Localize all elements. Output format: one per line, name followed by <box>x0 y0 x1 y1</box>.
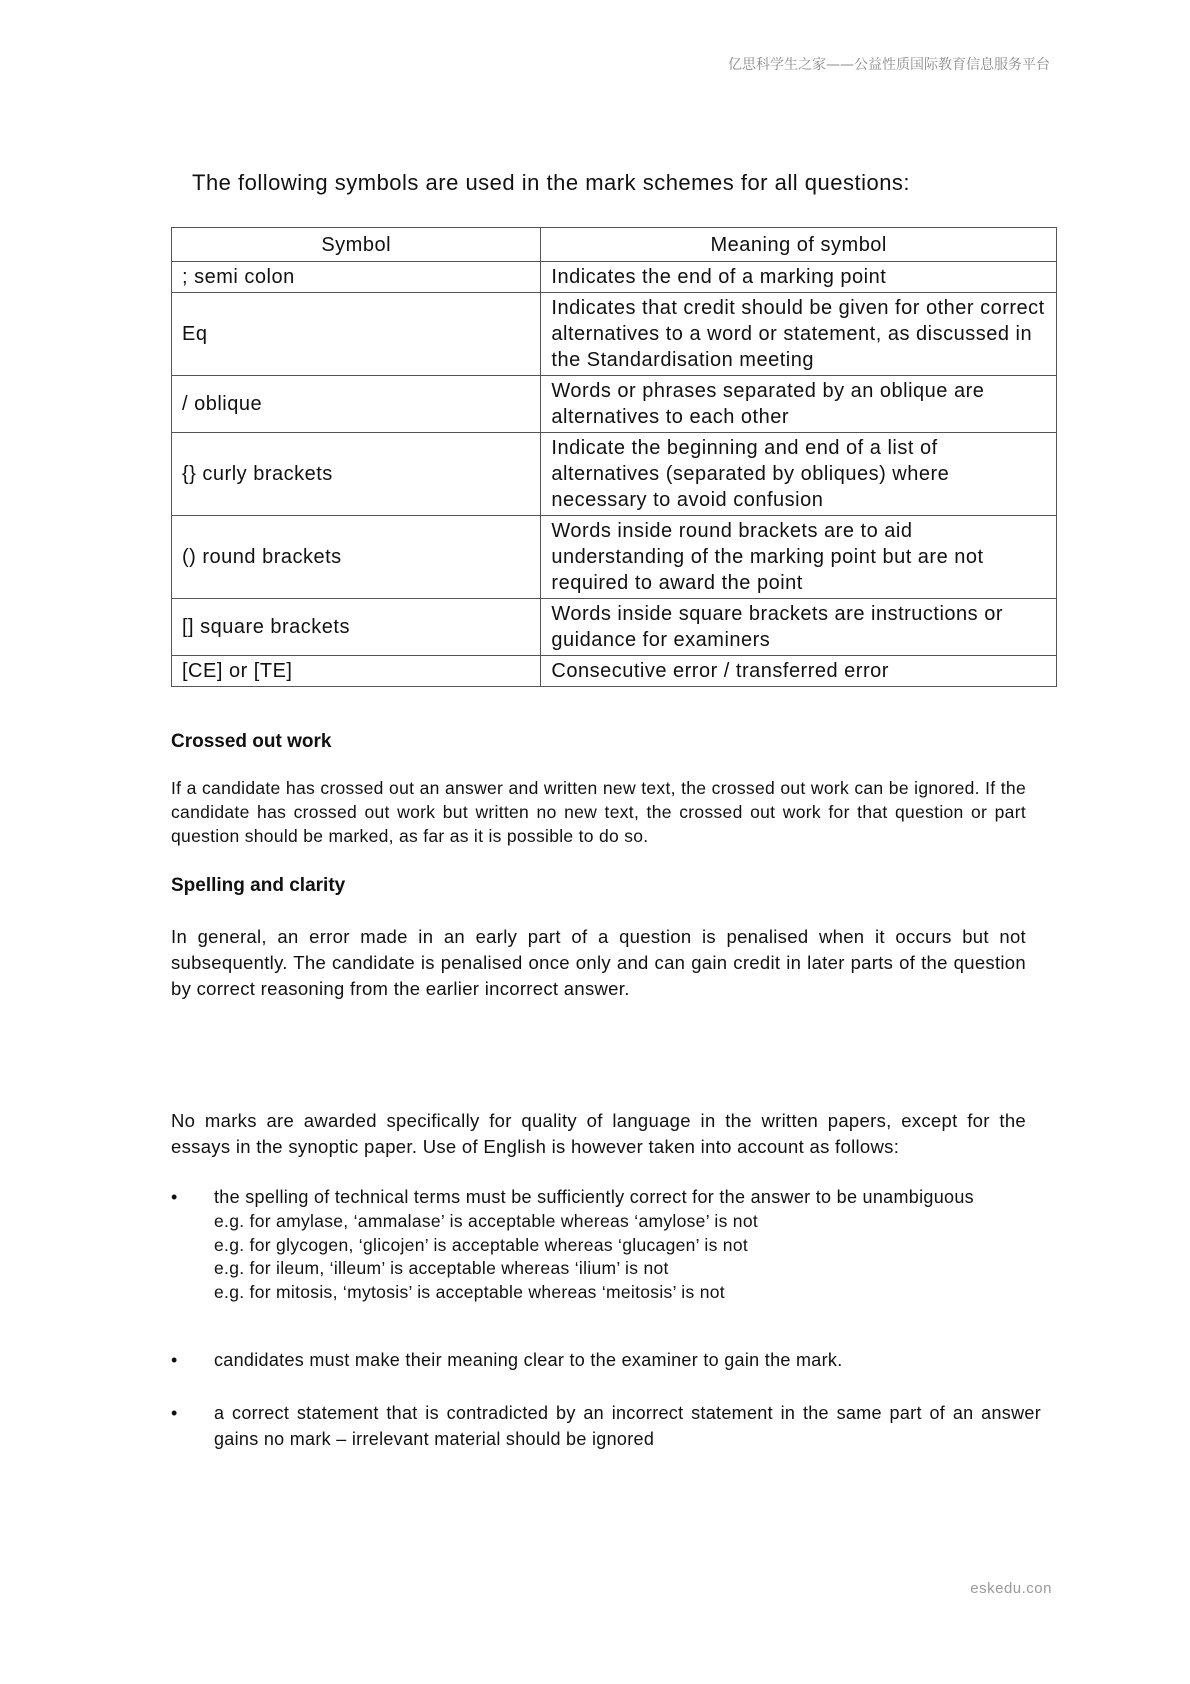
table-row <box>172 656 1057 687</box>
bullet-icon: • <box>171 1350 178 1370</box>
symbols-table <box>171 227 1057 687</box>
table-row <box>172 516 1057 599</box>
table-row <box>172 262 1057 293</box>
table-row <box>172 599 1057 656</box>
header-meaning: Meaning of symbol <box>541 228 1057 262</box>
meaning-cell: Words or phrases separated by an oblique are alternatives to each other <box>541 376 1057 433</box>
intro-text: The following symbols are used in the mark schemes for all questions: <box>192 170 911 195</box>
symbol-cell: [CE] or [TE] <box>172 656 541 687</box>
bullet-item <box>171 1184 1041 1304</box>
symbol-cell: / oblique <box>172 376 541 433</box>
meaning-cell: Indicates the end of a marking point <box>541 262 1057 293</box>
bullet-item <box>171 1347 1041 1373</box>
bullet-text: the spelling of technical terms must be sufficiently correct for the answer to be unambiguous <box>214 1187 974 1207</box>
spelling-paragraph: In general, an error made in an early part of a question is penalised when it occurs but not subsequently. The candidate is penalised once only and can gain credit in later parts of the question by correct reasoning from the earlier incorrect answer. <box>171 926 1026 999</box>
symbol-cell: [] square brackets <box>172 599 541 656</box>
meaning-cell: Indicates that credit should be given for other correct alternatives to a word or statement, as discussed in the Standardisation meeting <box>541 293 1057 376</box>
examples-list <box>214 1210 1041 1304</box>
example-line: e.g. for mitosis, ‘mytosis’ is acceptable whereas ‘meitosis’ is not <box>214 1281 725 1302</box>
page-header: 亿思科学生之家——公益性质国际教育信息服务平台 <box>728 57 1050 73</box>
table-header-row <box>172 228 1057 262</box>
table-row <box>172 433 1057 516</box>
table-row <box>172 376 1057 433</box>
quality-paragraph: No marks are awarded specifically for quality of language in the written papers, except for the essays in the synoptic paper. Use of English is however taken into account as follows: <box>171 1110 1026 1157</box>
header-symbol: Symbol <box>172 228 541 262</box>
bullet-text: candidates must make their meaning clear to the examiner to gain the mark. <box>214 1350 843 1370</box>
symbol-cell: {} curly brackets <box>172 433 541 516</box>
table-row <box>172 293 1057 376</box>
crossed-out-paragraph: If a candidate has crossed out an answer and written new text, the crossed out work can be ignored. If the candidate has crossed out work but written no new text, the crossed out work for that question or part question should be marked, as far as it is possible to do so. <box>171 778 1026 846</box>
meaning-cell: Words inside square brackets are instructions or guidance for examiners <box>541 599 1057 656</box>
meaning-cell: Words inside round brackets are to aid understanding of the marking point but are not required to award the point <box>541 516 1057 599</box>
example-line: e.g. for amylase, ‘ammalase’ is acceptable whereas ‘amylose’ is not <box>214 1211 759 1231</box>
bullet-icon: • <box>171 1403 178 1423</box>
spelling-heading: Spelling and clarity <box>171 875 346 896</box>
meaning-cell: Indicate the beginning and end of a list of alternatives (separated by obliques) where necessary to avoid confusion <box>541 433 1057 516</box>
meaning-cell: Consecutive error / transferred error <box>541 656 1057 687</box>
crossed-out-heading: Crossed out work <box>171 731 332 752</box>
bullet-text: a correct statement that is contradicted by an incorrect statement in the same part of an answer gains no mark – irrelevant material should be ignored <box>214 1403 1041 1449</box>
symbol-cell: Eq <box>172 293 541 376</box>
symbol-cell: () round brackets <box>172 516 541 599</box>
example-line: e.g. for ileum, ‘illeum’ is acceptable whereas ‘ilium’ is not <box>214 1258 669 1278</box>
bullet-icon: • <box>171 1187 178 1207</box>
example-line: e.g. for glycogen, ‘glicojen’ is acceptable whereas ‘glucagen’ is not <box>214 1234 749 1255</box>
page-footer: eskedu.con <box>970 1580 1052 1597</box>
bullet-item <box>171 1400 1041 1452</box>
symbol-cell: ; semi colon <box>172 262 541 293</box>
